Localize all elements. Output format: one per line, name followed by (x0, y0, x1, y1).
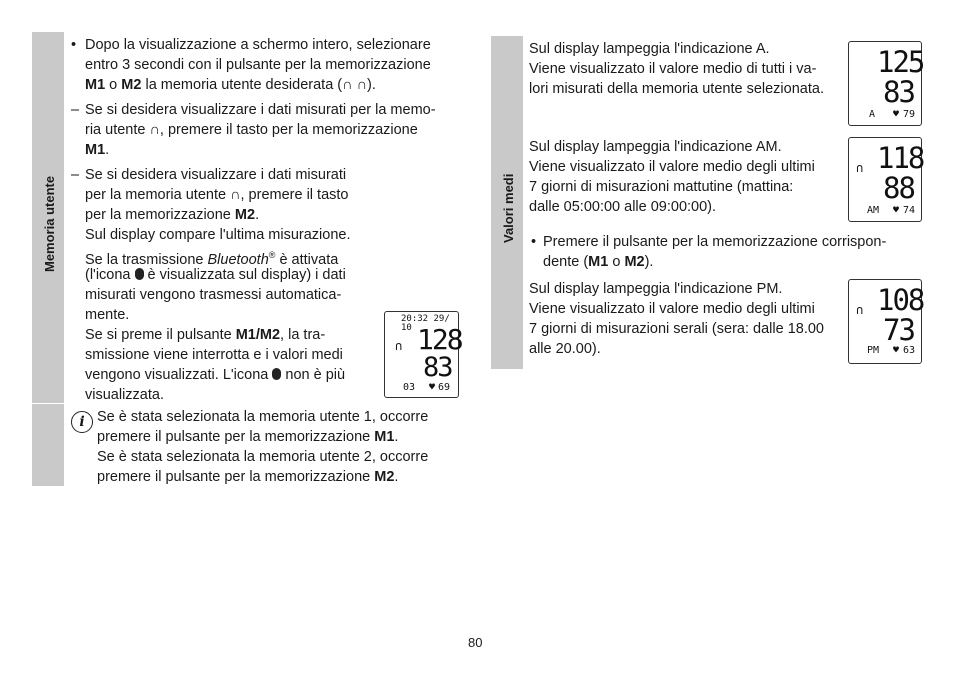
text-line: 7 giorni di misurazioni mattutine (mattina: (529, 179, 794, 195)
text-line: Se si desidera visualizzare i dati misurati per la memo- (85, 102, 436, 118)
text-line: Se si preme il pulsante M1/M2, la tra- (85, 327, 326, 343)
text-line: Se è stata selezionata la memoria utente 1, occorre (97, 409, 429, 425)
text-line: lori misurati della memoria utente selezionata. (529, 81, 824, 97)
left-sidebar-divider (32, 403, 64, 404)
text-line: Premere il pulsante per la memorizzazione corrispon- (543, 234, 887, 250)
lcd-display-last-measurement (384, 311, 462, 398)
lcd-display-average-all (848, 41, 922, 126)
lcd-pulse: 69 (438, 382, 451, 393)
user2-icon: ∩ (230, 187, 241, 203)
lcd-code: PM (867, 345, 880, 356)
m2-key: M2 (121, 77, 142, 93)
user2-icon: ∩ (356, 77, 367, 93)
text-line: Sul display lampeggia l'indicazione AM. (529, 139, 782, 155)
text-line: Dopo la visualizzazione a schermo intero, selezionare (85, 37, 431, 53)
lcd-systolic: 125 (877, 45, 924, 79)
bullet: • (71, 37, 77, 53)
text-line: misurati vengono trasmessi automatica- (85, 287, 342, 303)
heart-icon: ♥ (429, 382, 436, 393)
m1-key: M1 (85, 77, 106, 93)
text-line: Se si desidera visualizzare i dati misurati (85, 167, 347, 183)
text-line: Sul display lampeggia l'indicazione PM. (529, 281, 783, 297)
text-line: visualizzata. (85, 387, 164, 403)
lcd-diastolic: 73 (883, 313, 914, 347)
dash: – (71, 102, 80, 118)
text-line: Sul display compare l'ultima misurazione. (85, 227, 351, 243)
user-icon: ∩ (856, 303, 864, 317)
dash: – (71, 167, 80, 183)
text-line: Viene visualizzato il valore medio di tutti i va- (529, 61, 817, 77)
user1-icon: ∩ (342, 77, 353, 93)
text-line: vengono visualizzati. L'icona non è più (85, 367, 346, 383)
lcd-pulse: 74 (903, 205, 916, 216)
lcd-pulse: 79 (903, 109, 916, 120)
bullet: • (531, 234, 537, 250)
text-line: Sul display lampeggia l'indicazione A. (529, 41, 770, 57)
text-line: premere il pulsante per la memorizzazione M2. (97, 469, 399, 485)
text-line: (l'icona è visualizzata sul display) i dati (85, 267, 346, 283)
text-line: ria utente ∩, premere il tasto per la memorizzazione (85, 122, 418, 138)
lcd-diastolic: 83 (883, 75, 914, 109)
lcd-time: 20:32 29/ 10 (401, 314, 450, 333)
user-icon: ∩ (856, 161, 864, 175)
lcd-systolic: 128 (417, 323, 462, 356)
text-line: per la memoria utente ∩, premere il tasto (85, 187, 349, 203)
text-line: 7 giorni di misurazioni serali (sera: dalle 18.00 (529, 321, 824, 337)
text-line: Viene visualizzato il valore medio degli ultimi (529, 301, 815, 317)
right-sidebar-label: Valori medi (501, 173, 516, 243)
heart-icon: ♥ (893, 205, 900, 216)
lcd-diastolic: 88 (883, 171, 914, 205)
lcd-display-average-morning (848, 137, 922, 222)
text-line: premere il pulsante per la memorizzazione M1. (97, 429, 399, 445)
lcd-pulse: 63 (903, 345, 916, 356)
text-line: per la memorizzazione M2. (85, 207, 260, 223)
page-number: 80 (468, 635, 483, 650)
lcd-memory: 03 (403, 382, 416, 393)
text-line: Se è stata selezionata la memoria utente 2, occorre (97, 449, 429, 465)
user1-icon: ∩ (149, 122, 160, 138)
text-line: M1 o M2 la memoria utente desiderata (∩ ∩). (85, 77, 376, 93)
bluetooth-icon (272, 368, 281, 380)
text-line: entro 3 secondi con il pulsante per la memorizzazione (85, 57, 431, 73)
text-line: dente (M1 o M2). (543, 254, 654, 270)
lcd-code: A (869, 109, 876, 120)
lcd-diastolic: 83 (423, 352, 452, 383)
info-icon: i (71, 411, 93, 433)
text-line: alle 20.00). (529, 341, 601, 357)
user-icon: ∩ (395, 339, 403, 353)
text-line: mente. (85, 307, 130, 323)
text-line: dalle 05:00:00 alle 09:00:00). (529, 199, 717, 215)
text-line: Se la trasmissione Bluetooth® è attivata (85, 250, 339, 268)
lcd-display-average-evening (848, 279, 922, 364)
lcd-systolic: 118 (877, 141, 924, 175)
lcd-systolic: 108 (877, 283, 924, 317)
bluetooth-icon (135, 268, 144, 280)
text-line: Viene visualizzato il valore medio degli ultimi (529, 159, 815, 175)
left-sidebar-label: Memoria utente (42, 175, 57, 272)
text-line: smissione viene interrotta e i valori medi (85, 347, 343, 363)
lcd-code: AM (867, 205, 880, 216)
heart-icon: ♥ (893, 109, 900, 120)
text-line: M1. (85, 142, 110, 158)
heart-icon: ♥ (893, 345, 900, 356)
